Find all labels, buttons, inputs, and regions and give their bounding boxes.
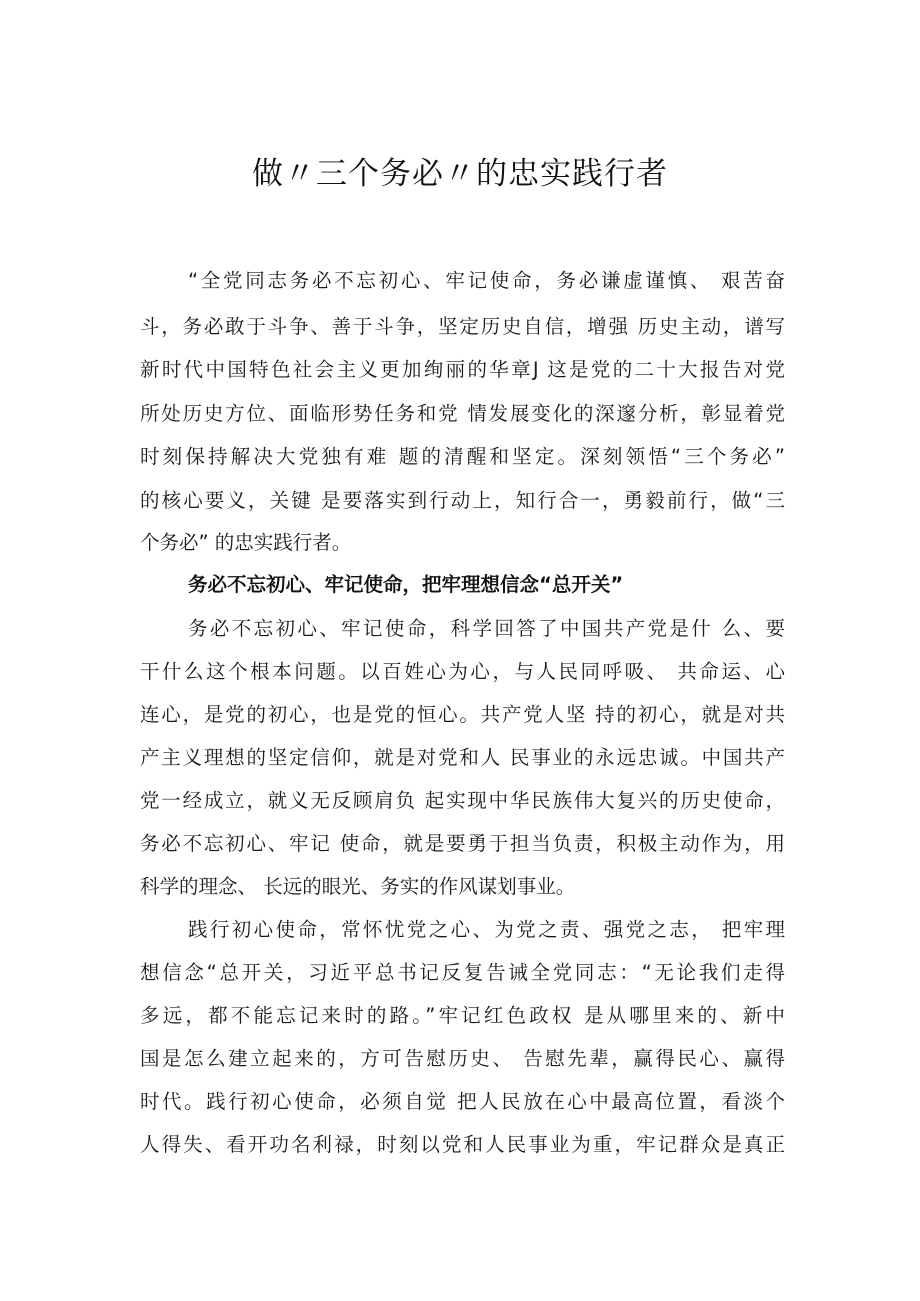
paragraph-3-line: 践行初心使命，常怀忧党之心、为党之责、强党之志， 把牢理 xyxy=(188,918,785,941)
paragraph-2-line: 产主义理想的坚定信仰，就是对党和人 民事业的永远忠诚。中国共产 xyxy=(140,746,785,769)
paragraph-3-line: 国是怎么建立起来的，方可告慰历史、 告慰先辈，赢得民心、赢得 xyxy=(140,1047,785,1070)
paragraph-1-line: 斗，务必敢于斗争、善于斗争，坚定历史自信，增强 历史主动，谱写 xyxy=(140,315,785,338)
paragraph-2-line: 科学的理念、 长远的眼光、务实的作风谋划事业。 xyxy=(140,875,576,898)
paragraph-2-line: 务必不忘初心、牢记 使命，就是要勇于担当负责，积极主动作为，用 xyxy=(140,832,785,855)
paragraph-2-line: 务必不忘初心、牢记使命，科学回答了中国共产党是什 么、要 xyxy=(188,617,785,640)
paragraph-3-line: 想信念“总开关，习近平总书记反复告诫全党同志：“无论我们走得 xyxy=(140,961,785,984)
paragraph-1-line: 所处历史方位、面临形势任务和党 情发展变化的深邃分析，彰显着党 xyxy=(140,402,785,425)
paragraph-1-line: “全党同志务必不忘初心、牢记使命，务必谦虚谨慎、 艰苦奋 xyxy=(188,269,785,292)
paragraph-1-line: 的核心要义，关键 是要落实到行动上，知行合一，勇毅前行，做“三 xyxy=(140,489,785,512)
paragraph-1-line: 时刻保持解决大党独有难 题的清醒和坚定。深刻领悟“三个务必” xyxy=(140,445,785,468)
paragraph-1-line: 个务必” 的忠实践行者。 xyxy=(140,531,352,554)
paragraph-2-line: 干什么这个根本问题。以百姓心为心，与人民同呼吸、 共命运、心 xyxy=(140,660,785,683)
section-heading: 务必不忘初心、牢记使命，把牢理想信念“总开关” xyxy=(188,573,624,596)
paragraph-3-line: 多远，都不能忘记来时的路。”牢记红色政权 是从哪里来的、新中 xyxy=(140,1004,785,1027)
paragraph-2-line: 连心，是党的初心，也是党的恒心。共产党人坚 持的初心，就是对共 xyxy=(140,703,785,726)
paragraph-2-line: 党一经成立，就义无反顾肩负 起实现中华民族伟大复兴的历史使命， xyxy=(140,789,785,812)
paragraph-3-line: 时代。践行初心使命，必须自觉 把人民放在心中最高位置，看淡个 xyxy=(140,1090,785,1113)
page-title: 做〃三个务必〃的忠实践行者 xyxy=(252,156,668,192)
paragraph-1-line: 新时代中国特色社会主义更加绚丽的华章J 这是党的二十大报告对党 xyxy=(140,358,785,381)
paragraph-3-line: 人得失、看开功名利禄，时刻以党和人民事业为重，牢记群众是真正 xyxy=(140,1133,785,1156)
